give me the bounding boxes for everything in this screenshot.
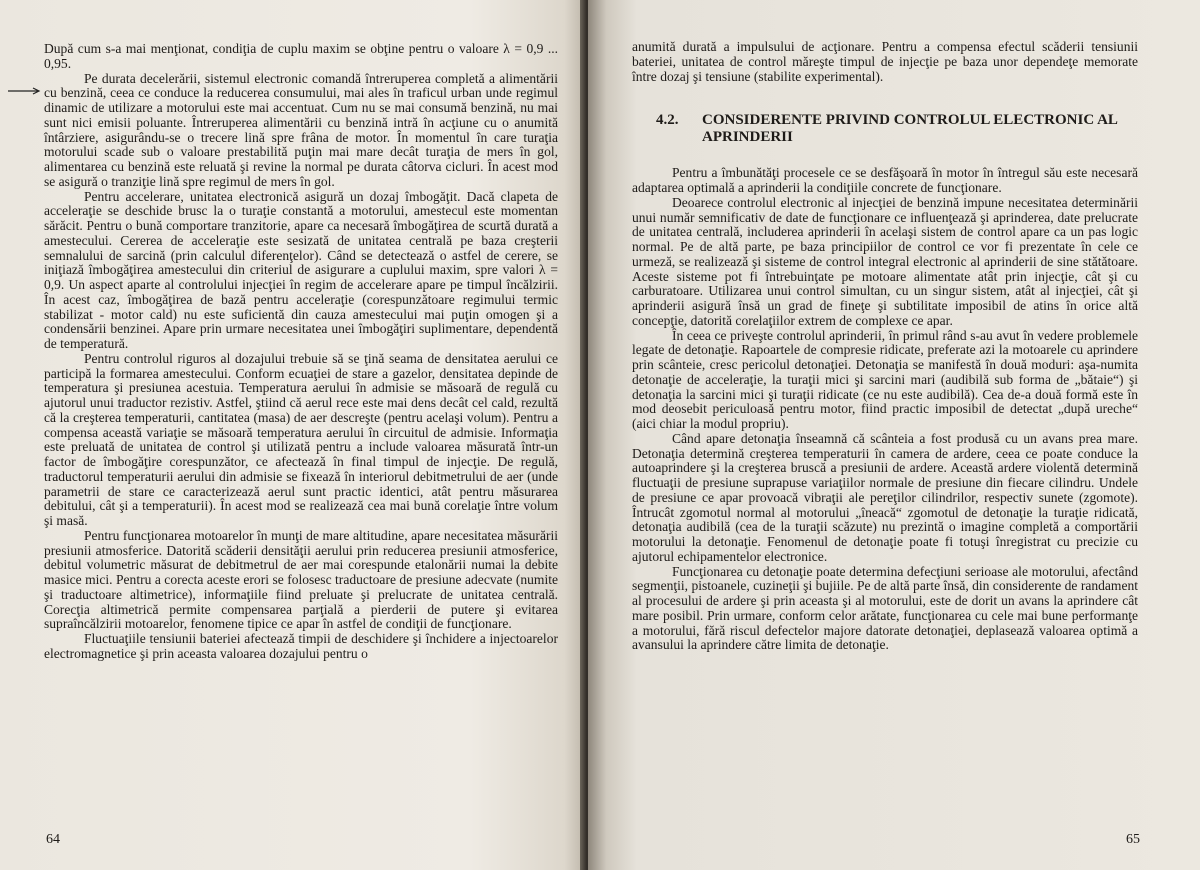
paragraph: Pentru controlul riguros al dozajului trebuie să se ţină seama de densitatea aerului ce participă la formarea amestecului. Conform ecuaţiei de stare a gazelor, densitatea depinde de temperatura şi presiunea acestuia. Temperatura aerului în admisie se măsoară de regulă cu ajutorul unui traductor rezistiv. Astfel, ştiind că aerul rece este mai dens decât cel cald, rezultă că la creşterea temperaturii, cantitatea (masa) de aer descreşte (pentru acelaşi volum). Pentru a compensa această variaţie se măsoară temperatura aerului în circuitul de admisie. Informaţia este preluată de unitatea de control şi utilizată pentru a include valoarea măsurată într-un factor de îmbogăţire corespunzător, ce afectează în final timpul de injecţie. De regulă, traductorul temperaturii aerului din admisie se fixează în interiorul debitmetrului de aer (unde parametrii de stare ce caracterizează aerul sunt practic identici, atât pentru măsurarea debitului, cât şi a temperaturii). În acest mod se realizează cea mai bună corelaţie între volum şi masă. bbox=[44, 350, 558, 528]
paragraph: În ceea ce priveşte controlul aprinderii, în primul rând s-au avut în vedere problemele legate de detonaţie. Rapoartele de compresie ridicate, preferate azi la motoarele cu aprindere prin scânteie, cresc pericolul detonaţiei. Detonaţia se manifestă în două moduri: aşa-numita detonaţie de acceleraţie, la turaţii mici şi sarcini mari (audibilă sub forma de „bătaie“) şi detonaţia la sarcini mici şi turaţii ridicate (ce nu este audibilă). Cea de-a două formă este în mod deosebit periculoasă pentru motor, fiind practic imposibil de detectat „după ureche“ (aici chiar la modul propriu). bbox=[632, 327, 1138, 431]
handwritten-arrow-icon bbox=[8, 87, 42, 93]
right-page-text bbox=[632, 40, 1138, 84]
page-number: 65 bbox=[1126, 832, 1140, 847]
paragraph: După cum s-a mai menţionat, condiţia de cuplu maxim se obţine pentru o valoare λ = 0,9 ... 0,95. bbox=[44, 41, 558, 71]
paragraph: Pe durata decelerării, sistemul electronic comandă întreruperea completă a alimentării cu benzină, ceea ce conduce la reducerea consumului, mai ales în traficul urban unde regimul dinamic de utilizare a motorului este mai accentuat. Cum nu se mai consumă benzină, nu mai sunt nici emisii poluante. Întreruperea alimentării cu benzină intră în acţiune cu o anumită întârziere, asigurându-se o trecere lină spre frâna de motor. În momentul în care turaţia motorului scade sub o valoare prestabilită puţin mai mare decât turaţia de mers în gol, alimentarea cu benzină este reluată şi revine la normal pe durata câtorva cicluri. În acest mod se asigură o tranziţie lină spre regimul de mers în gol. bbox=[44, 70, 558, 189]
section-title: CONSIDERENTE PRIVIND CONTROLUL ELECTRONIC AL APRINDERII bbox=[702, 112, 1118, 146]
paragraph: Pentru funcţionarea motoarelor în munţi de mare altitudine, apare necesitatea măsurării presiunii atmosferice. Datorită scăderii densităţii aerului prin reducerea presiunii atmosferice, debitul volumetric măsurat de debitmetrul de aer mai corespunde etalonării numai la debite masice mici. Pentru a corecta aceste erori se folosesc traductoare de presiune adecvate (numite şi traductoare altimetrice), informaţiile fiind preluate şi prelucrate de unitatea centrală. Corecţia altimetrică permite compensarea parţială a pierderii de putere şi evitarea supraîncălzirii motoarelor, fenomene tipice ce apar în astfel de condiţii de funcţionare. bbox=[44, 527, 558, 632]
paragraph: anumită durată a impulsului de acţionare. Pentru a compensa efectul scăderii tensiunii bateriei, unitatea de control măreşte timpul de injecţie pe baza unor dependeţe memorate între dozaj şi tensiune (stabilite experimental). bbox=[632, 39, 1138, 84]
left-page bbox=[0, 0, 588, 870]
paragraph: Pentru a îmbunătăţi procesele ce se desfăşoară în motor în întregul său este necesară adaptarea optimală a aprinderii la condiţiile concrete de funcţionare. bbox=[632, 165, 1138, 195]
page-number: 64 bbox=[46, 832, 60, 847]
paragraph: Pentru accelerare, unitatea electronică asigură un dozaj îmbogăţit. Dacă clapeta de acceleraţie se deschide brusc la o turaţie constantă a motorului, amestecul este momentan sărăcit. Pentru o bună comportare tranzitorie, apare ca necesară îmbogăţirea de scurtă durată a amestecului. Cererea de acceleraţie este sesizată de unitatea centrală pe baza creşterii semnalului de sarcină (prin calculul diferenţelor). Când se detectează o astfel de cerere, se iniţiază îmbogăţirea amestecului din criteriul de asigurare a cuplului maxim, spre valori λ = 0,9. Un aspect aparte al controlului injecţiei în regim de accelerare apare pe timpul încălzirii. În acest caz, îmbogăţirea de bază pentru acceleraţie (corespunzătoare regimului termic stabilizat - motor cald) nu este suficientă din cauza amestecului mai puţin omogen şi a condensării benzinei. Apare prin urmare necesitatea unei îmbogăţiri suplimentare, dependentă de temperatură. bbox=[44, 188, 558, 351]
right-page-body bbox=[632, 166, 1138, 653]
paragraph: Fluctuaţiile tensiunii bateriei afectează timpii de deschidere şi închidere a injectoarelor electromagnetice şi prin aceasta valoarea dozajului pentru o bbox=[44, 631, 558, 661]
right-page bbox=[588, 0, 1200, 870]
paragraph: Deoarece controlul electronic al injecţiei de benzină impune necesitatea determinării unui număr semnificativ de date de funcţionare ce influenţează şi aprinderea, date prelucrate de unitatea centrală, includerea aprinderii în acelaşi sistem de control apare ca un pas logic normal. Pe de altă parte, pe baza principiilor de control ce vor fi prezentate în cele ce urmeză, se realizează şi sisteme de control integral electronic al aprinderii de sine stătătoare. Aceste sisteme pot fi întrebuinţate pe motoare alimentate atât prin injecţie, cât şi cu carburatoare. Utilizarea unui control simultan, cu un singur sistem, atât al injecţiei, cât şi aprinderii asigură însă un grad de fineţe şi subtilitate imposibil de atins în orice altă concepţie, datorită corelaţiilor extrem de complexe ce apar. bbox=[632, 194, 1138, 328]
section-number: 4.2. bbox=[656, 112, 679, 129]
section-heading bbox=[632, 112, 1138, 146]
left-page-text bbox=[44, 42, 558, 662]
paragraph: Când apare detonaţia înseamnă că scânteia a fost produsă cu un avans prea mare. Detonaţia determină creşterea temperaturii în camera de ardere, ceea ce poate conduce la autoaprindere şi la creşterea bruscă a presiunii de ardere. Această ardere violentă determină fluctuaţii de presiune suprapuse variaţiilor normale de presiune din fiecare cilindru. Undele de presiune ce apar provoacă vibraţii ale pereţilor cilindrilor, respectiv sunete (zgomote). Întrucât zgomotul normal al motorului „îneacă“ zgomotul de detonaţie la turaţie ridicată, detonaţia audibilă (cea de la turaţii scăzute) nu prezintă o imagine completă a comportării motorului la detonaţie. Fenomenul de detonaţie poate fi totuşi înregistrat cu precizie cu ajutorul echipamentelor electronice. bbox=[632, 430, 1138, 564]
paragraph: Funcţionarea cu detonaţie poate determina defecţiuni serioase ale motorului, afectând segmenţii, pistoanele, cuzineţii şi bujiile. Pe de altă parte însă, din considerente de randament al procesului de ardere şi prin aceasta şi al motorului, este de dorit un avans la aprindere cât mare posibil. Prin urmare, conform celor arătate, funcţionarea cu cele mai bune performanţe a motorului, fără riscul defectelor majore datorate detonaţiei, deplasează valoarea optimă a avansului la aprindere către limita de detonaţie. bbox=[632, 563, 1138, 653]
